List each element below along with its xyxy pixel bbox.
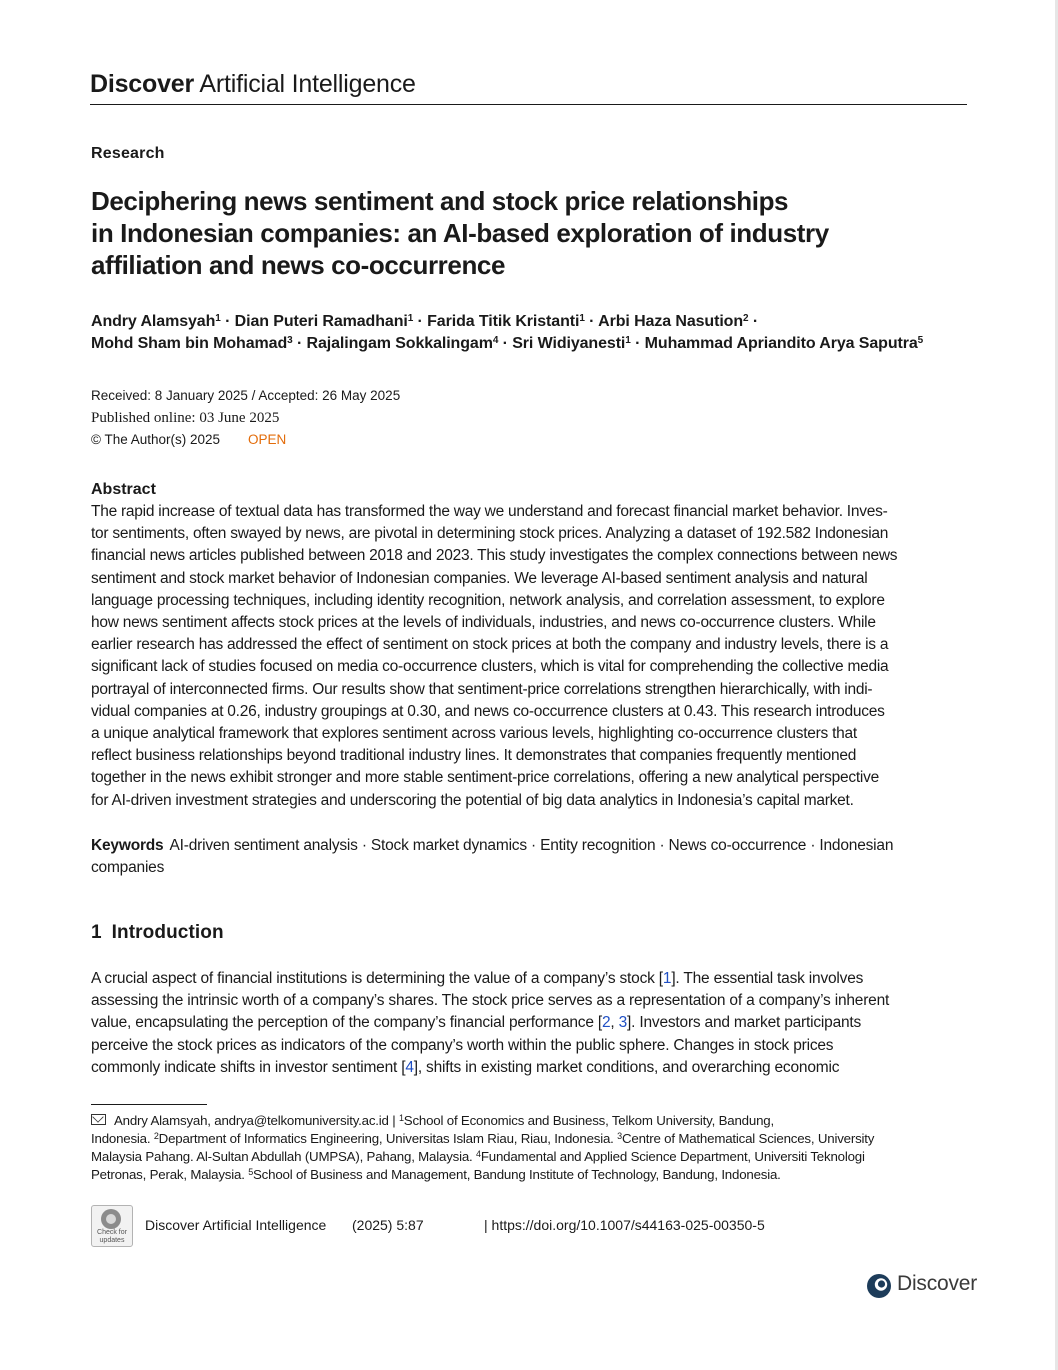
- affiliation-marker: 2: [153, 1131, 159, 1141]
- check-updates-label: [92, 1229, 132, 1244]
- introduction-body: [91, 968, 969, 1079]
- keywords: [91, 835, 971, 879]
- discover-logo-text: Discover: [897, 1272, 978, 1295]
- check-updates-icon: [101, 1209, 121, 1229]
- abstract-line: for AI-driven investment strategies and underscoring the potential of big data analytics in Indonesia’s capital market.: [91, 791, 854, 809]
- author-name[interactable]: Sri Widiyanesti: [512, 335, 626, 352]
- author-separator: ·: [748, 313, 759, 330]
- citation-link[interactable]: 2: [601, 1014, 611, 1032]
- affiliation-marker: 1: [215, 313, 221, 324]
- footnote-line: [91, 1148, 971, 1166]
- corresponding-author[interactable]: Andry Alamsyah, andrya@telkomuniversity.ac.id |: [114, 1113, 399, 1128]
- abstract-line: portrayal of interconnected firms. Our results show that sentiment-price correlations strengthen hierarchically, with indi-: [91, 680, 873, 698]
- body-line: perceive the stock prices as indicators of the company’s worth within the public sphere. Changes in stock prices: [91, 1036, 834, 1054]
- body-line: [91, 968, 969, 990]
- body-text: ], shifts in existing market conditions, and overarching economic: [413, 1058, 840, 1076]
- abstract-line: significant lack of studies focused on media co-occurrence clusters, which is vital for comprehending the collective media: [91, 658, 889, 676]
- affiliations-footnote: [91, 1112, 971, 1184]
- affiliation-marker: 5: [248, 1167, 254, 1177]
- abstract-line: together in the news exhibit stronger and more stable sentiment-price correlations, offering a new analytical perspective: [91, 769, 879, 787]
- affiliation-marker: 3: [617, 1131, 622, 1141]
- affiliation-text: Department of Informatics Engineering, Universitas Islam Riau, Riau, Indonesia.: [158, 1131, 618, 1146]
- published-date: Published online: 03 June 2025: [91, 410, 280, 426]
- abstract-line: a unique analytical framework that explores sentiment across various levels, highlighting co-occurrence clusters that: [91, 725, 857, 743]
- body-text: ,: [610, 1014, 619, 1032]
- affiliation-marker: 4: [492, 335, 499, 346]
- body-line: [91, 1012, 969, 1034]
- author-name[interactable]: Muhammad Apriandito Arya Saputra: [644, 335, 918, 352]
- author-name[interactable]: Farida Titik Kristanti: [427, 313, 580, 330]
- affiliation-text: School of Economics and Business, Telkom University, Bandung,: [403, 1113, 774, 1128]
- check-for-updates-button[interactable]: [91, 1205, 133, 1247]
- section-heading-introduction: [91, 922, 224, 944]
- journal-name-bold: Discover: [90, 70, 195, 98]
- keywords-line: companies: [91, 859, 165, 877]
- keywords-list: AI-driven sentiment analysis · Stock market dynamics · Entity recognition · News co-occurrence · Indonesian: [169, 837, 894, 854]
- footnote-line: [91, 1130, 971, 1148]
- title-line: in Indonesian companies: an AI-based exploration of industry: [91, 218, 829, 248]
- copyright-line: [91, 429, 400, 451]
- abstract-line: language processing techniques, including identity recognition, network analysis, and correlation assessment, to explore: [91, 591, 885, 609]
- author-list: [91, 311, 971, 355]
- affiliation-marker: 4: [476, 1149, 481, 1159]
- title-line: Deciphering news sentiment and stock price relationships: [91, 186, 789, 216]
- body-text: commonly indicate shifts in investor sentiment [: [91, 1058, 406, 1076]
- abstract-body: [91, 501, 967, 812]
- affiliation-marker: 1: [579, 313, 585, 324]
- author-separator: ·: [498, 335, 513, 352]
- body-text: A crucial aspect of financial institutions is determining the value of a company’s stock [: [91, 970, 663, 987]
- author-name[interactable]: Mohd Sham bin Mohamad: [91, 335, 288, 352]
- affiliation-marker: 3: [287, 335, 293, 346]
- author-name[interactable]: Andry Alamsyah: [91, 313, 216, 330]
- body-text: ]. The essential task involves: [671, 970, 864, 987]
- journal-header: [90, 70, 416, 99]
- body-line: assessing the intrinsic worth of a company’s shares. The stock price serves as a representation of a company’s inherent: [91, 992, 890, 1010]
- affiliation-marker: 1: [625, 335, 631, 346]
- author-separator: ·: [413, 313, 428, 330]
- abstract-line: earlier research has addressed the effect of sentiment on stock prices at both the company and industry levels, there is a: [91, 636, 889, 654]
- section-title: Introduction: [111, 922, 224, 943]
- author-name[interactable]: Rajalingam Sokkalingam: [306, 335, 493, 352]
- abstract-heading: Abstract: [91, 481, 156, 498]
- keywords-line: [91, 835, 971, 857]
- envelope-icon: [91, 1114, 106, 1125]
- affiliation-marker: 1: [407, 313, 414, 324]
- body-line: [91, 1057, 969, 1079]
- abstract-line: how news sentiment affects stock prices at the levels of individuals, industries, and news co-occurrence clusters. While: [91, 614, 876, 632]
- section-number: 1: [91, 922, 102, 943]
- body-text: value, encapsulating the perception of the company’s financial performance [: [91, 1014, 602, 1032]
- abstract-line: vidual companies at 0.26, industry groupings at 0.30, and news co-occurrence clusters at 0.43. This research introduces: [91, 702, 885, 720]
- footer-doi-link[interactable]: | https://doi.org/10.1007/s44163-025-00350-5: [484, 1217, 765, 1233]
- article-type: Research: [91, 145, 165, 162]
- footnote-rule: [91, 1104, 207, 1105]
- footer-volume: (2025) 5:87: [352, 1217, 424, 1233]
- check-updates-text: Check for: [97, 1229, 127, 1236]
- author-separator: ·: [292, 335, 307, 352]
- abstract-line: The rapid increase of textual data has transformed the way we understand and forecast financial market behavior. Inves-: [91, 503, 888, 520]
- header-rule: [90, 104, 967, 105]
- affiliation-text: Malaysia Pahang. Al-Sultan Abdullah (UMPSA), Pahang, Malaysia.: [91, 1149, 477, 1164]
- received-accepted-date: Received: 8 January 2025 / Accepted: 26 May 2025: [91, 388, 401, 403]
- footnote-line: [91, 1166, 971, 1184]
- affiliation-marker: 1: [398, 1113, 404, 1123]
- affiliation-text: Centre of Mathematical Sciences, University: [621, 1131, 875, 1146]
- author-name[interactable]: Arbi Haza Nasution: [598, 313, 744, 330]
- citation-link[interactable]: 3: [618, 1014, 628, 1032]
- author-separator: ·: [630, 335, 645, 352]
- body-text: ]. Investors and market participants: [627, 1014, 862, 1032]
- keywords-label: Keywords: [91, 837, 164, 854]
- discover-logo-icon: [866, 1273, 892, 1299]
- affiliation-marker: 5: [917, 335, 924, 346]
- author-separator: ·: [220, 313, 235, 330]
- abstract-line: tor sentiments, often swayed by news, are pivotal in determining stock prices. Analyzing a dataset of 192.582 Indonesian: [91, 525, 889, 543]
- footnote-line: [91, 1112, 971, 1130]
- check-updates-text: updates: [99, 1236, 125, 1244]
- author-line: [91, 333, 971, 355]
- abstract-line: reflect business relationships beyond traditional industry lines. It demonstrates that companies frequently mentioned: [91, 747, 857, 765]
- citation-link[interactable]: 1: [662, 970, 672, 987]
- article-dates: [91, 385, 400, 451]
- footer-journal-name: Discover Artificial Intelligence: [145, 1217, 327, 1233]
- affiliation-text: Petronas, Perak, Malaysia.: [91, 1167, 249, 1182]
- title-line: affiliation and news co-occurrence: [91, 250, 506, 280]
- abstract-line: financial news articles published between 2018 and 2023. This study investigates the complex connections between news: [91, 547, 898, 565]
- citation-link[interactable]: 4: [405, 1058, 414, 1076]
- article-title: [91, 185, 851, 281]
- affiliation-text: Indonesia.: [91, 1131, 154, 1146]
- author-name[interactable]: Dian Puteri Ramadhani: [234, 313, 408, 330]
- author-separator: ·: [584, 313, 599, 330]
- affiliation-text: Fundamental and Applied Science Department, Universiti Teknologi: [480, 1149, 865, 1164]
- abstract-line: sentiment and stock market behavior of Indonesian companies. We leverage AI-based sentiment analysis and natural: [91, 569, 868, 587]
- open-access-badge: OPEN: [248, 432, 287, 447]
- copyright: © The Author(s) 2025: [91, 432, 221, 447]
- affiliation-marker: 2: [743, 313, 749, 324]
- journal-name-rest: Artificial Intelligence: [199, 70, 416, 98]
- affiliation-text: School of Business and Management, Bandung Institute of Technology, Bandung, Indonesia.: [253, 1167, 781, 1182]
- author-line: [91, 311, 971, 333]
